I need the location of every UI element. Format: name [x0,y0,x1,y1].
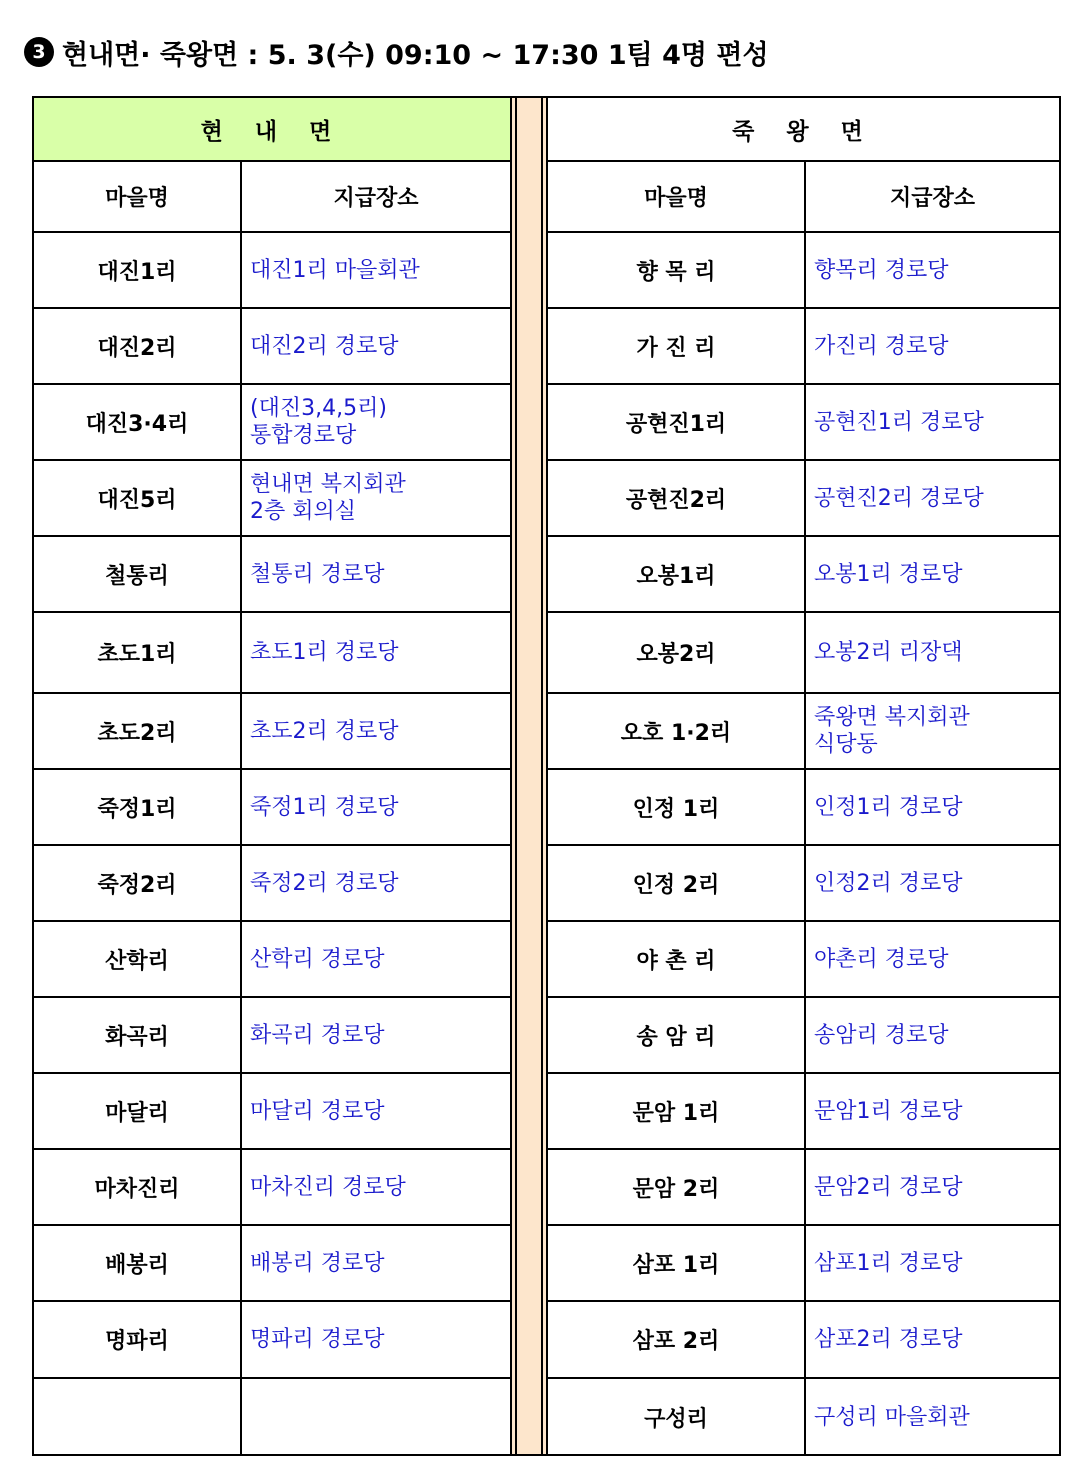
distribution-place: 산학리 경로당 [250,946,385,972]
table-row [34,385,510,461]
distribution-table [32,96,1061,1456]
distribution-place: 현내면 복지회관 2층 회의실 [250,472,406,524]
village-name: 구성리 [548,1379,806,1456]
village-name: 오봉1리 [548,537,806,611]
distribution-place: 공현진1리 경로당 [814,409,984,435]
table-row [548,1150,1059,1226]
distribution-place: 문암2리 경로당 [814,1174,963,1200]
village-column-header: 마을명 [548,162,806,231]
table-row [548,770,1059,846]
place-column-header: 지급장소 [889,186,975,211]
distribution-place: 마달리 경로당 [250,1098,385,1124]
distribution-place: 죽왕면 복지회관 식당동 [814,705,970,757]
hyeonnae-column-header-row [34,162,510,233]
village-name: 죽정1리 [34,770,242,844]
table-row [548,385,1059,461]
table-row [34,1226,510,1302]
village-name: 인정 2리 [548,846,806,920]
distribution-place: 인정2리 경로당 [814,870,963,896]
village-name: 대진1리 [34,233,242,307]
jugwang-panel [548,98,1059,1454]
table-row [34,233,510,309]
table-row [548,922,1059,998]
page-title [24,30,769,74]
village-column-header: 마을명 [34,162,242,231]
distribution-place: 오봉2리 리장댁 [814,640,963,665]
distribution-place: 가진리 경로당 [814,333,949,359]
village-name: 삼포 1리 [548,1226,806,1300]
distribution-place: 구성리 마을회관 [814,1405,970,1430]
village-name: 오호 1·2리 [548,694,806,768]
village-name: 초도2리 [34,694,242,768]
table-row [548,309,1059,385]
distribution-place: 향목리 경로당 [814,257,949,283]
distribution-place: 마차진리 경로당 [250,1174,406,1200]
table-row [34,309,510,385]
distribution-place: 삼포2리 경로당 [814,1327,963,1352]
village-name: 대진2리 [34,309,242,383]
table-row [34,1150,510,1226]
circled-number-marker: 3 [24,37,54,67]
table-row [548,1379,1059,1456]
village-name: 배봉리 [34,1226,242,1300]
village-name: 명파리 [34,1302,242,1377]
distribution-place: 인정1리 경로당 [814,794,963,820]
table-row [34,770,510,846]
table-row [548,1226,1059,1302]
table-row [548,694,1059,770]
village-name [34,1379,242,1456]
table-row [34,998,510,1074]
village-name: 마달리 [34,1074,242,1148]
table-row [34,1074,510,1150]
table-row [548,1074,1059,1150]
table-row [34,461,510,537]
distribution-place: (대진3,4,5리) 통합경로당 [250,396,387,448]
village-name: 화곡리 [34,998,242,1072]
table-row [34,846,510,922]
village-name: 야 촌 리 [548,922,806,996]
village-name: 오봉2리 [548,613,806,692]
distribution-place: 대진1리 마을회관 [250,257,420,283]
village-name: 철통리 [34,537,242,611]
table-row [548,461,1059,537]
distribution-place: 초도1리 경로당 [250,640,399,665]
distribution-place: 초도2리 경로당 [250,718,399,744]
table-row [548,233,1059,309]
distribution-place: 대진2리 경로당 [250,333,399,359]
distribution-place: 배봉리 경로당 [250,1250,385,1276]
table-row [548,613,1059,694]
distribution-place: 명파리 경로당 [250,1327,385,1352]
table-row [34,537,510,613]
village-name: 향 목 리 [548,233,806,307]
table-row [548,1302,1059,1379]
title-text: 현내면· 죽왕면 : 5. 3(수) 09:10 ~ 17:30 1팀 4명 편성 [62,39,769,71]
table-row [548,537,1059,613]
village-name: 삼포 2리 [548,1302,806,1377]
table-row [548,846,1059,922]
table-row [34,922,510,998]
village-name: 송 암 리 [548,998,806,1072]
distribution-place: 화곡리 경로당 [250,1022,385,1048]
hyeonnae-panel [34,98,510,1454]
distribution-place [242,1379,510,1456]
distribution-place: 야촌리 경로당 [814,946,949,972]
village-name: 공현진1리 [548,385,806,459]
panel-divider [510,98,548,1454]
village-name: 산학리 [34,922,242,996]
hyeonnae-heading: 현 내 면 [34,98,510,160]
distribution-place: 송암리 경로당 [814,1022,949,1048]
village-name: 대진5리 [34,461,242,535]
village-name: 가 진 리 [548,309,806,383]
village-name: 인정 1리 [548,770,806,844]
table-row [34,1379,510,1456]
hyeonnae-heading-row [34,98,510,162]
distribution-place: 죽정1리 경로당 [250,794,399,820]
jugwang-heading-row [548,98,1059,162]
village-name: 공현진2리 [548,461,806,535]
table-row [548,998,1059,1074]
table-row [34,613,510,694]
distribution-place: 공현진2리 경로당 [814,485,984,511]
village-name: 마차진리 [34,1150,242,1224]
village-name: 대진3·4리 [34,385,242,459]
jugwang-column-header-row [548,162,1059,233]
distribution-place: 죽정2리 경로당 [250,870,399,896]
distribution-place: 철통리 경로당 [250,561,385,587]
village-name: 문암 2리 [548,1150,806,1224]
table-row [34,1302,510,1379]
place-column-header: 지급장소 [333,186,419,211]
table-row [34,694,510,770]
distribution-place: 오봉1리 경로당 [814,561,963,587]
distribution-place: 삼포1리 경로당 [814,1250,963,1276]
village-name: 문암 1리 [548,1074,806,1148]
village-name: 초도1리 [34,613,242,692]
distribution-place: 문암1리 경로당 [814,1098,963,1124]
jugwang-heading: 죽 왕 면 [732,118,875,145]
village-name: 죽정2리 [34,846,242,920]
